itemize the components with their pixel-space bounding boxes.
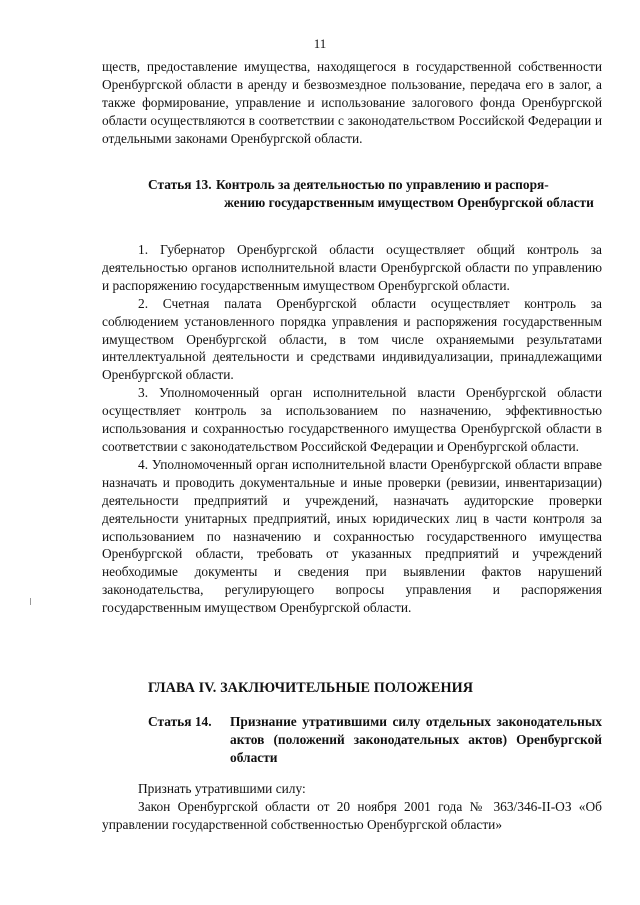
article-14-paragraph-2: Закон Оренбургской области от 20 ноября 2001 года № 363/346-II-ОЗ «Об управлении государственной собственностью Оренбургской области»	[102, 798, 602, 832]
article-13-label: Статья 13.	[148, 177, 212, 192]
article-14-heading	[148, 713, 602, 767]
article-13-paragraph-1: 1. Губернатор Оренбургской области осуществляет общий контроль за деятельностью органов исполнительной власти Оренбургской области по управлению и распоряжению государственным имуществом Оренбургской области.	[102, 242, 602, 293]
article-13-title-line-1: Контроль за деятельностью по управлению и распоря-	[216, 177, 549, 192]
margin-mark	[30, 598, 31, 605]
article-13-paragraph-2: 2. Счетная палата Оренбургской области осуществляет контроль за соблюдением установленного порядка управления и распоряжения государственным имуществом Оренбургской области, в том числе охраняемыми результатами интеллектуальной деятельности и средствами индивидуализации, принадлежащими Оренбургской области.	[102, 295, 602, 383]
article-13-title-rest: жению государственным имуществом Оренбургской области	[224, 194, 594, 210]
article-14-body	[102, 780, 602, 834]
intro-paragraph: ществ, предоставление имущества, находящегося в государственной собственности Оренбургской области в аренду и безвозмездное пользование, передача его в залог, а также формирование, управление и использование залогового фонда Оренбургской области осуществляются в соответствии с законодательством Российской Федерации и отдельными законами Оренбургской области.	[102, 59, 602, 146]
chapter-heading: ГЛАВА IV. ЗАКЛЮЧИТЕЛЬНЫЕ ПОЛОЖЕНИЯ	[148, 680, 474, 696]
page-number: 11	[313, 36, 327, 51]
article-14-label: Статья 14.	[148, 714, 212, 729]
article-13-paragraph-4: 4. Уполномоченный орган исполнительной власти Оренбургской области вправе назначать и проводить документальные и иные проверки (ревизии, инвентаризации) деятельности предприятий и учреждений, назначать аудиторские проверки деятельности унитарных предприятий, иных юридических лиц в части контроля за использованием по назначению и сохранностью государственного имущества Оренбургской области, требовать от указанных предприятий и учреждений необходимые документы и сведения при выявлении фактов нарушений законодательства, регулирующего вопросы управления и распоряжения государственным имуществом Оренбургской области.	[102, 456, 602, 616]
article-14-title: Признание утратившими силу отдельных законодательных актов (положений законодательных актов) Оренбургской области	[230, 714, 602, 765]
article-13-paragraph-3: 3. Уполномоченный орган исполнительной власти Оренбургской области осуществляет контроль за использованием по назначению, эффективностью использования и сохранностью государственного имущества Оренбургской области в соответствии с законодательством Российской Федерации и Оренбургской области.	[102, 385, 602, 454]
article-13-body	[102, 241, 602, 617]
article-14-paragraph-1: Признать утратившими силу:	[138, 781, 306, 796]
article-13-heading	[148, 176, 602, 212]
